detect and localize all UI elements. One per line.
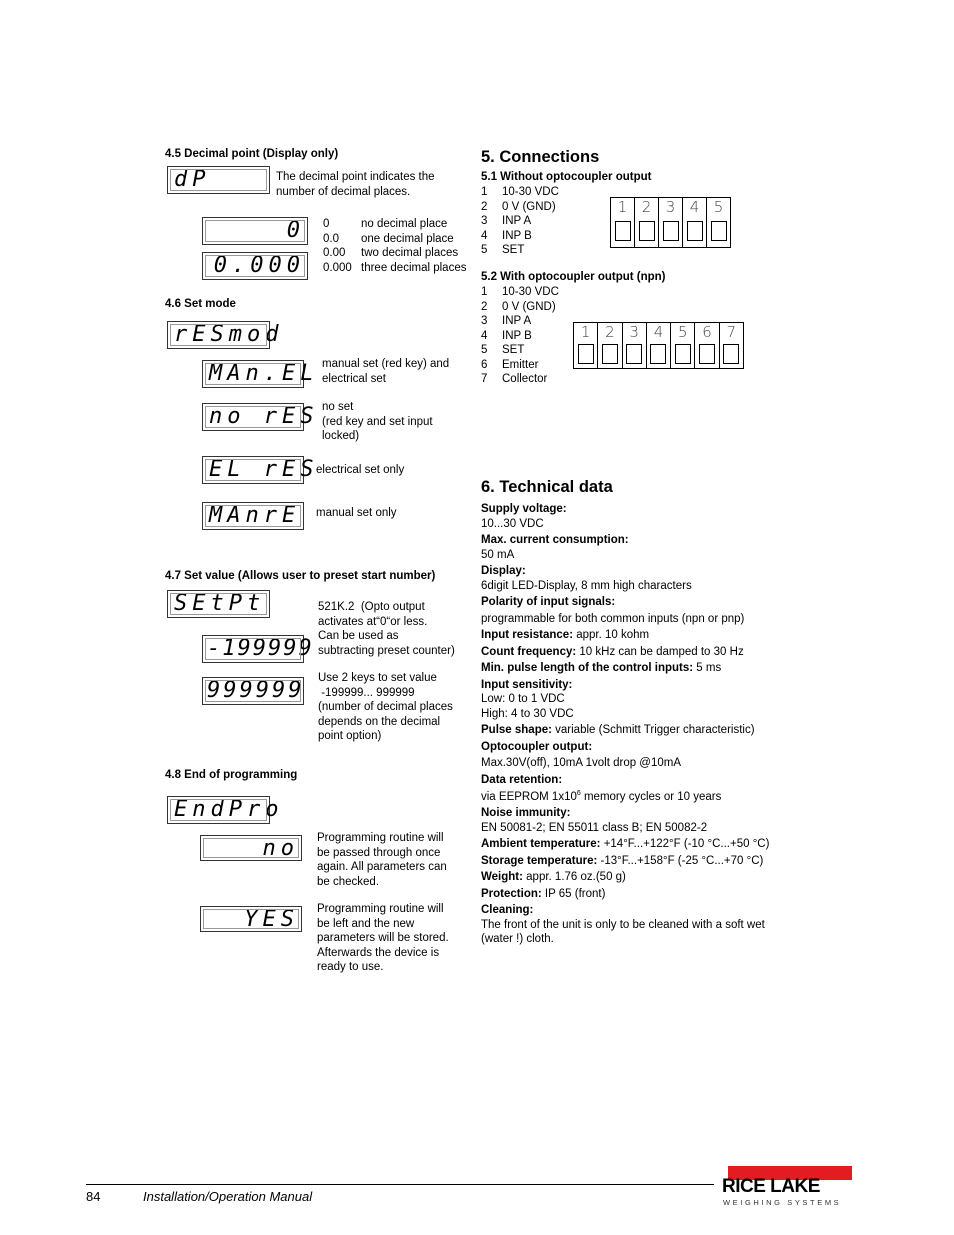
pin-label: INP A: [502, 315, 532, 327]
lcd-display-pos: 999999: [202, 677, 304, 705]
terminal-screw: [675, 344, 691, 364]
pin-row: [481, 185, 559, 200]
spec-label: Weight:: [481, 871, 523, 884]
terminal: [659, 198, 683, 247]
spec-value: +14°F...+122°F (-10 °C...+50 °C): [600, 838, 770, 851]
end-programming-yes-text: Programming routine will be left and the new parameters will be stored. Afterwards the device is ready to use.: [317, 903, 449, 973]
pin-row: [481, 243, 559, 258]
end-programming-no-text: Programming routine will be passed through once again. All parameters can be checked.: [317, 832, 447, 888]
terminal-number: 5: [713, 198, 724, 216]
terminal-screw: [615, 221, 631, 241]
lcd-display-0000: 0.000: [202, 252, 308, 280]
spec-label: Protection:: [481, 887, 542, 900]
decimal-option-value: 0.00: [323, 247, 346, 259]
spec-value: Low: 0 to 1 VDC: [481, 693, 565, 705]
logo-sub-text: WEIGHING SYSTEMS: [723, 1198, 842, 1207]
lcd-display-endpro: EndPro: [167, 796, 270, 824]
section-heading-4-6: 4.6 Set mode: [165, 298, 236, 310]
spec-value: programmable for both common inputs (npn or pnp): [481, 612, 745, 625]
terminal-number: 1: [617, 198, 628, 216]
spec-value: 10 kHz can be damped to 30 Hz: [576, 645, 744, 658]
pin-row: [481, 300, 559, 315]
spec-value: IP 65 (front): [541, 887, 606, 900]
spec-label: Input resistance:: [481, 629, 574, 641]
spec-label: Noise immunity:: [481, 807, 571, 820]
pin-label: Emitter: [502, 358, 539, 371]
technical-data: [481, 502, 801, 947]
pin-row: [481, 343, 559, 358]
terminal-screw: [578, 344, 594, 364]
terminal-number: 3: [665, 198, 676, 216]
pin-label: SET: [502, 344, 525, 356]
terminal-screw: [626, 344, 642, 364]
pin-number: 2: [481, 200, 488, 213]
lcd-display-no: no: [200, 835, 302, 861]
spec-label: Min. pulse length of the control inputs:: [481, 662, 694, 674]
spec-value: appr. 1.76 oz.(50 g): [522, 871, 626, 884]
terminal-screw: [663, 221, 679, 241]
terminal: [635, 198, 659, 247]
spec-value: appr. 10 kohm: [573, 629, 650, 641]
spec-value: 50 mA: [481, 548, 515, 561]
spec-value: 5 ms: [693, 662, 722, 674]
footer-rule: [86, 1184, 714, 1185]
lcd-display-neg: -199999: [202, 635, 304, 663]
lcd-display-yes: YES: [200, 906, 302, 932]
set-value-text-1: 521K.2 (Opto output activates at“0“or less. Can be used as subtracting preset counter): [318, 601, 455, 657]
terminal-number: 2: [641, 198, 652, 216]
spec-value: 6digit LED-Display, 8 mm high characters: [481, 579, 692, 592]
spec-label: Max. current consumption:: [481, 534, 629, 546]
terminal-block-5-pin: [610, 197, 731, 248]
terminal: [707, 198, 730, 247]
terminal-screw: [711, 221, 727, 241]
pin-label: INP B: [502, 329, 532, 342]
lcd-display-manre: MAnrE: [202, 502, 304, 530]
rice-lake-logo: [722, 1166, 852, 1208]
terminal: [695, 323, 719, 368]
pin-number: 1: [481, 286, 488, 298]
decimal-option-value: 0: [323, 218, 330, 230]
pin-number: 5: [481, 244, 488, 256]
spec-value: -13°F...+158°F (-25 °C...+70 °C): [597, 854, 764, 867]
section-heading-4-8: 4.8 End of programming: [165, 769, 298, 781]
set-mode-nores-text: no set (red key and set input locked): [322, 401, 433, 442]
decimal-option-value: 0.000: [323, 261, 352, 274]
lcd-display-dp: dP: [167, 166, 270, 194]
page-number: 84: [86, 1189, 101, 1204]
terminal-number: 2: [605, 323, 615, 341]
lcd-display-elres: EL rES: [202, 456, 304, 484]
decimal-option-label: two decimal places: [361, 247, 459, 259]
terminal-screw: [602, 344, 618, 364]
pin-number: 1: [481, 186, 488, 198]
pin-label: INP A: [502, 215, 532, 227]
pin-list-5-2: [481, 285, 559, 387]
terminal-number: 4: [689, 198, 700, 216]
decimal-option: [323, 232, 466, 247]
lcd-display-0: 0: [202, 217, 308, 245]
section-heading-6: 6. Technical data: [481, 478, 613, 496]
spec-label: Count frequency:: [481, 645, 577, 658]
spec-label: Cleaning:: [481, 904, 534, 917]
terminal: [720, 323, 743, 368]
decimal-point-description: The decimal point indicates the number of decimal places.: [276, 171, 435, 198]
lcd-display-manel: MAn.EL: [202, 360, 304, 388]
pin-label: 10-30 VDC: [502, 186, 559, 198]
decimal-option-label: one decimal place: [361, 232, 454, 245]
terminal-number: 7: [726, 323, 737, 341]
pin-number: 4: [481, 329, 488, 342]
pin-row: [481, 229, 559, 244]
pin-row: [481, 372, 559, 387]
pin-label: 0 V (GND): [502, 300, 556, 313]
spec-value: Max.30V(off), 10mA 1volt drop @10mA: [481, 757, 682, 769]
spec-label: Supply voltage:: [481, 503, 567, 515]
set-mode-manel-text: manual set (red key) and electrical set: [322, 358, 450, 385]
pin-number: 4: [481, 229, 488, 242]
spec-label: Data retention:: [481, 773, 563, 786]
terminal: [598, 323, 622, 368]
section-heading-5-1: 5.1 Without optocoupler output: [481, 171, 652, 183]
spec-value: 10...30 VDC: [481, 517, 544, 530]
pin-number: 6: [481, 358, 488, 371]
decimal-options-list: [323, 217, 466, 275]
spec-label: Display:: [481, 565, 526, 577]
set-mode-elres-text: electrical set only: [316, 464, 405, 476]
terminal-number: 4: [653, 323, 664, 341]
decimal-option: [323, 217, 466, 232]
decimal-option: [323, 246, 466, 261]
section-heading-5: 5. Connections: [481, 148, 600, 166]
spec-label: Polarity of input signals:: [481, 596, 616, 608]
lcd-display-nores: no rES: [202, 403, 304, 431]
pin-row: [481, 285, 559, 300]
spec-value: High: 4 to 30 VDC: [481, 707, 574, 720]
decimal-option: [323, 261, 466, 276]
terminal-screw: [723, 344, 739, 364]
pin-label: INP B: [502, 229, 532, 242]
spec-value: variable (Schmitt Trigger characteristic): [551, 724, 755, 736]
decimal-option-label: three decimal places: [361, 261, 467, 274]
terminal: [683, 198, 707, 247]
spec-value: The front of the unit is only to be cleaned with a soft wet (water !) cloth.: [481, 918, 765, 946]
terminal-screw: [699, 344, 715, 364]
spec-label: Ambient temperature:: [481, 838, 601, 851]
terminal-screw: [639, 221, 655, 241]
pin-list-5-1: [481, 185, 559, 258]
spec-value: EN 50081-2; EN 55011 class B; EN 50082-2: [481, 821, 708, 834]
pin-number: 3: [481, 315, 488, 327]
pin-row: [481, 200, 559, 215]
pin-row: [481, 358, 559, 373]
section-heading-4-7: 4.7 Set value (Allows user to preset start number): [165, 570, 436, 582]
spec-label: Input sensitivity:: [481, 678, 573, 691]
terminal-number: 6: [702, 323, 712, 341]
logo-main-text: RICE LAKE: [722, 1176, 820, 1197]
spec-label: Storage temperature:: [481, 854, 598, 867]
terminal-screw: [687, 221, 703, 241]
terminal-number: 5: [677, 323, 688, 341]
set-mode-manre-text: manual set only: [316, 507, 397, 519]
section-heading-4-5: 4.5 Decimal point (Display only): [165, 148, 339, 160]
spec-value: via EEPROM 1x10: [481, 790, 577, 803]
terminal-number: 3: [629, 323, 639, 341]
terminal: [623, 323, 647, 368]
pin-label: SET: [502, 244, 525, 256]
lcd-display-resmod: rESmod: [167, 321, 270, 349]
pin-row: [481, 314, 559, 329]
lcd-display-setpt: SEtPt: [167, 590, 270, 618]
pin-label: 10-30 VDC: [502, 286, 559, 298]
pin-number: 2: [481, 300, 488, 313]
terminal: [574, 323, 598, 368]
set-value-text-2: Use 2 keys to set value -199999... 999999 (number of decimal places depends on the decimal point option): [318, 672, 453, 742]
spec-value: memory cycles or 10 years: [580, 790, 722, 803]
decimal-option-label: no decimal place: [361, 218, 448, 230]
terminal-number: 1: [580, 323, 591, 341]
spec-label: Pulse shape:: [481, 724, 552, 736]
pin-number: 7: [481, 373, 488, 385]
pin-label: Collector: [502, 373, 548, 385]
pin-number: 5: [481, 344, 488, 356]
terminal: [611, 198, 635, 247]
pin-row: [481, 214, 559, 229]
spec-label: Optocoupler output:: [481, 740, 593, 753]
manual-title: Installation/Operation Manual: [143, 1189, 313, 1204]
terminal-screw: [650, 344, 666, 364]
pin-row: [481, 329, 559, 344]
spec-superscript: 6: [576, 790, 581, 797]
terminal: [647, 323, 671, 368]
pin-number: 3: [481, 215, 488, 227]
section-heading-5-2: 5.2 With optocoupler output (npn): [481, 271, 666, 283]
decimal-option-value: 0.0: [323, 232, 339, 245]
terminal-block-7-pin: [573, 322, 744, 369]
pin-label: 0 V (GND): [502, 200, 556, 213]
terminal: [671, 323, 695, 368]
